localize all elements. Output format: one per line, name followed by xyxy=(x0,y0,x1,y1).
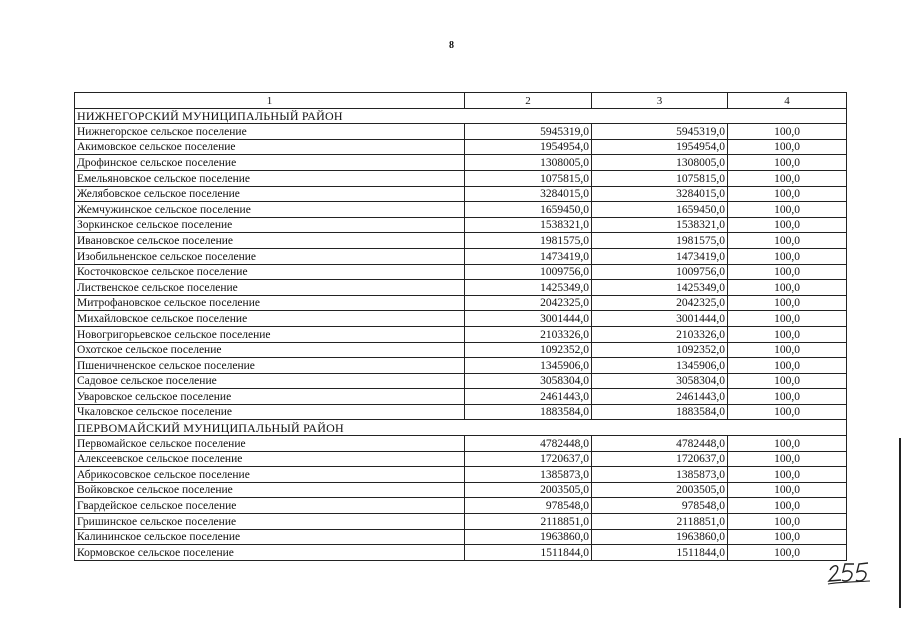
table-row xyxy=(75,389,847,405)
table-row xyxy=(75,373,847,389)
settlement-name-cell: Кормовское сельское поселение xyxy=(75,545,465,561)
table-row xyxy=(75,529,847,545)
value-col2-cell: 1385873,0 xyxy=(465,467,592,483)
value-col2-cell: 1308005,0 xyxy=(465,155,592,171)
value-col3-cell: 1473419,0 xyxy=(592,248,728,264)
value-col2-cell: 3001444,0 xyxy=(465,311,592,327)
column-header-1: 1 xyxy=(75,93,465,109)
table-row xyxy=(75,311,847,327)
percent-cell: 100,0 xyxy=(728,155,847,171)
percent-cell: 100,0 xyxy=(728,326,847,342)
value-col3-cell: 1075815,0 xyxy=(592,170,728,186)
value-col2-cell: 3058304,0 xyxy=(465,373,592,389)
percent-cell: 100,0 xyxy=(728,514,847,530)
table-body xyxy=(75,93,847,561)
table-row xyxy=(75,280,847,296)
settlement-name-cell: Зоркинское сельское поселение xyxy=(75,217,465,233)
settlement-name-cell: Косточковское сельское поселение xyxy=(75,264,465,280)
percent-cell: 100,0 xyxy=(728,545,847,561)
settlement-name-cell: Гвардейское сельское поселение xyxy=(75,498,465,514)
settlement-name-cell: Калининское сельское поселение xyxy=(75,529,465,545)
value-col3-cell: 1308005,0 xyxy=(592,155,728,171)
settlement-name-cell: Жемчужинское сельское поселение xyxy=(75,202,465,218)
settlement-name-cell: Охотское сельское поселение xyxy=(75,342,465,358)
percent-cell: 100,0 xyxy=(728,233,847,249)
value-col2-cell: 1473419,0 xyxy=(465,248,592,264)
value-col3-cell: 1720637,0 xyxy=(592,451,728,467)
table-row xyxy=(75,186,847,202)
value-col3-cell: 2103326,0 xyxy=(592,326,728,342)
table-row xyxy=(75,514,847,530)
settlement-name-cell: Войковское сельское поселение xyxy=(75,482,465,498)
settlement-name-cell: Михайловское сельское поселение xyxy=(75,311,465,327)
value-col3-cell: 1009756,0 xyxy=(592,264,728,280)
percent-cell: 100,0 xyxy=(728,451,847,467)
table-row xyxy=(75,482,847,498)
value-col2-cell: 1538321,0 xyxy=(465,217,592,233)
percent-cell: 100,0 xyxy=(728,482,847,498)
table-row xyxy=(75,404,847,420)
table-row xyxy=(75,451,847,467)
table-row xyxy=(75,233,847,249)
settlement-name-cell: Абрикосовское сельское поселение xyxy=(75,467,465,483)
settlement-name-cell: Новогригорьевское сельское поселение xyxy=(75,326,465,342)
value-col3-cell: 2118851,0 xyxy=(592,514,728,530)
settlement-name-cell: Алексеевское сельское поселение xyxy=(75,451,465,467)
value-col3-cell: 2461443,0 xyxy=(592,389,728,405)
percent-cell: 100,0 xyxy=(728,358,847,374)
percent-cell: 100,0 xyxy=(728,373,847,389)
percent-cell: 100,0 xyxy=(728,389,847,405)
percent-cell: 100,0 xyxy=(728,248,847,264)
settlement-name-cell: Пшеничненское сельское поселение xyxy=(75,358,465,374)
percent-cell: 100,0 xyxy=(728,217,847,233)
table-row xyxy=(75,358,847,374)
value-col2-cell: 4782448,0 xyxy=(465,436,592,452)
table-row xyxy=(75,545,847,561)
table-row xyxy=(75,217,847,233)
table-row xyxy=(75,467,847,483)
value-col3-cell: 4782448,0 xyxy=(592,436,728,452)
value-col2-cell: 1092352,0 xyxy=(465,342,592,358)
percent-cell: 100,0 xyxy=(728,280,847,296)
value-col2-cell: 1883584,0 xyxy=(465,404,592,420)
value-col3-cell: 1511844,0 xyxy=(592,545,728,561)
settlement-name-cell: Акимовское сельское поселение xyxy=(75,139,465,155)
settlement-name-cell: Садовое сельское поселение xyxy=(75,373,465,389)
settlement-name-cell: Митрофановское сельское поселение xyxy=(75,295,465,311)
value-col3-cell: 1538321,0 xyxy=(592,217,728,233)
value-col2-cell: 1345906,0 xyxy=(465,358,592,374)
value-col2-cell: 1963860,0 xyxy=(465,529,592,545)
percent-cell: 100,0 xyxy=(728,404,847,420)
settlement-name-cell: Нижнегорское сельское поселение xyxy=(75,124,465,140)
table-row xyxy=(75,202,847,218)
settlement-name-cell: Уваровское сельское поселение xyxy=(75,389,465,405)
value-col3-cell: 3001444,0 xyxy=(592,311,728,327)
budget-table xyxy=(74,92,847,561)
column-number-row xyxy=(75,93,847,109)
value-col2-cell: 1954954,0 xyxy=(465,139,592,155)
settlement-name-cell: Чкаловское сельское поселение xyxy=(75,404,465,420)
value-col3-cell: 2042325,0 xyxy=(592,295,728,311)
handwritten-page-mark xyxy=(826,561,872,589)
value-col3-cell: 1092352,0 xyxy=(592,342,728,358)
settlement-name-cell: Дрофинское сельское поселение xyxy=(75,155,465,171)
percent-cell: 100,0 xyxy=(728,467,847,483)
section-header-row xyxy=(75,108,847,124)
table-row xyxy=(75,498,847,514)
value-col2-cell: 2461443,0 xyxy=(465,389,592,405)
table-row xyxy=(75,436,847,452)
table-row xyxy=(75,326,847,342)
value-col3-cell: 1963860,0 xyxy=(592,529,728,545)
column-header-2: 2 xyxy=(465,93,592,109)
value-col3-cell: 1954954,0 xyxy=(592,139,728,155)
value-col3-cell: 1345906,0 xyxy=(592,358,728,374)
settlement-name-cell: Первомайское сельское поселение xyxy=(75,436,465,452)
value-col2-cell: 1425349,0 xyxy=(465,280,592,296)
percent-cell: 100,0 xyxy=(728,202,847,218)
value-col3-cell: 1425349,0 xyxy=(592,280,728,296)
value-col3-cell: 978548,0 xyxy=(592,498,728,514)
table-row xyxy=(75,342,847,358)
percent-cell: 100,0 xyxy=(728,264,847,280)
column-header-4: 4 xyxy=(728,93,847,109)
value-col2-cell: 1720637,0 xyxy=(465,451,592,467)
value-col2-cell: 2118851,0 xyxy=(465,514,592,530)
settlement-name-cell: Гришинское сельское поселение xyxy=(75,514,465,530)
value-col3-cell: 5945319,0 xyxy=(592,124,728,140)
percent-cell: 100,0 xyxy=(728,170,847,186)
table-row xyxy=(75,124,847,140)
value-col3-cell: 3284015,0 xyxy=(592,186,728,202)
section-title: ПЕРВОМАЙСКИЙ МУНИЦИПАЛЬНЫЙ РАЙОН xyxy=(75,420,847,436)
margin-line xyxy=(899,438,901,608)
value-col2-cell: 5945319,0 xyxy=(465,124,592,140)
settlement-name-cell: Желябовское сельское поселение xyxy=(75,186,465,202)
table-row xyxy=(75,295,847,311)
percent-cell: 100,0 xyxy=(728,342,847,358)
value-col3-cell: 1385873,0 xyxy=(592,467,728,483)
percent-cell: 100,0 xyxy=(728,436,847,452)
percent-cell: 100,0 xyxy=(728,498,847,514)
value-col2-cell: 2003505,0 xyxy=(465,482,592,498)
table-row xyxy=(75,248,847,264)
column-header-3: 3 xyxy=(592,93,728,109)
value-col2-cell: 3284015,0 xyxy=(465,186,592,202)
value-col3-cell: 1981575,0 xyxy=(592,233,728,249)
value-col2-cell: 1659450,0 xyxy=(465,202,592,218)
value-col3-cell: 2003505,0 xyxy=(592,482,728,498)
percent-cell: 100,0 xyxy=(728,186,847,202)
percent-cell: 100,0 xyxy=(728,311,847,327)
page-number: 8 xyxy=(449,40,454,51)
value-col3-cell: 1883584,0 xyxy=(592,404,728,420)
settlement-name-cell: Лиственское сельское поселение xyxy=(75,280,465,296)
settlement-name-cell: Емельяновское сельское поселение xyxy=(75,170,465,186)
value-col3-cell: 1659450,0 xyxy=(592,202,728,218)
section-title: НИЖНЕГОРСКИЙ МУНИЦИПАЛЬНЫЙ РАЙОН xyxy=(75,108,847,124)
settlement-name-cell: Изобильненское сельское поселение xyxy=(75,248,465,264)
percent-cell: 100,0 xyxy=(728,124,847,140)
value-col2-cell: 1009756,0 xyxy=(465,264,592,280)
section-header-row xyxy=(75,420,847,436)
value-col2-cell: 978548,0 xyxy=(465,498,592,514)
value-col2-cell: 2042325,0 xyxy=(465,295,592,311)
value-col3-cell: 3058304,0 xyxy=(592,373,728,389)
table-row xyxy=(75,155,847,171)
value-col2-cell: 1981575,0 xyxy=(465,233,592,249)
percent-cell: 100,0 xyxy=(728,139,847,155)
percent-cell: 100,0 xyxy=(728,529,847,545)
value-col2-cell: 1075815,0 xyxy=(465,170,592,186)
settlement-name-cell: Ивановское сельское поселение xyxy=(75,233,465,249)
percent-cell: 100,0 xyxy=(728,295,847,311)
value-col2-cell: 1511844,0 xyxy=(465,545,592,561)
value-col2-cell: 2103326,0 xyxy=(465,326,592,342)
table-row xyxy=(75,170,847,186)
table-row xyxy=(75,139,847,155)
table-row xyxy=(75,264,847,280)
